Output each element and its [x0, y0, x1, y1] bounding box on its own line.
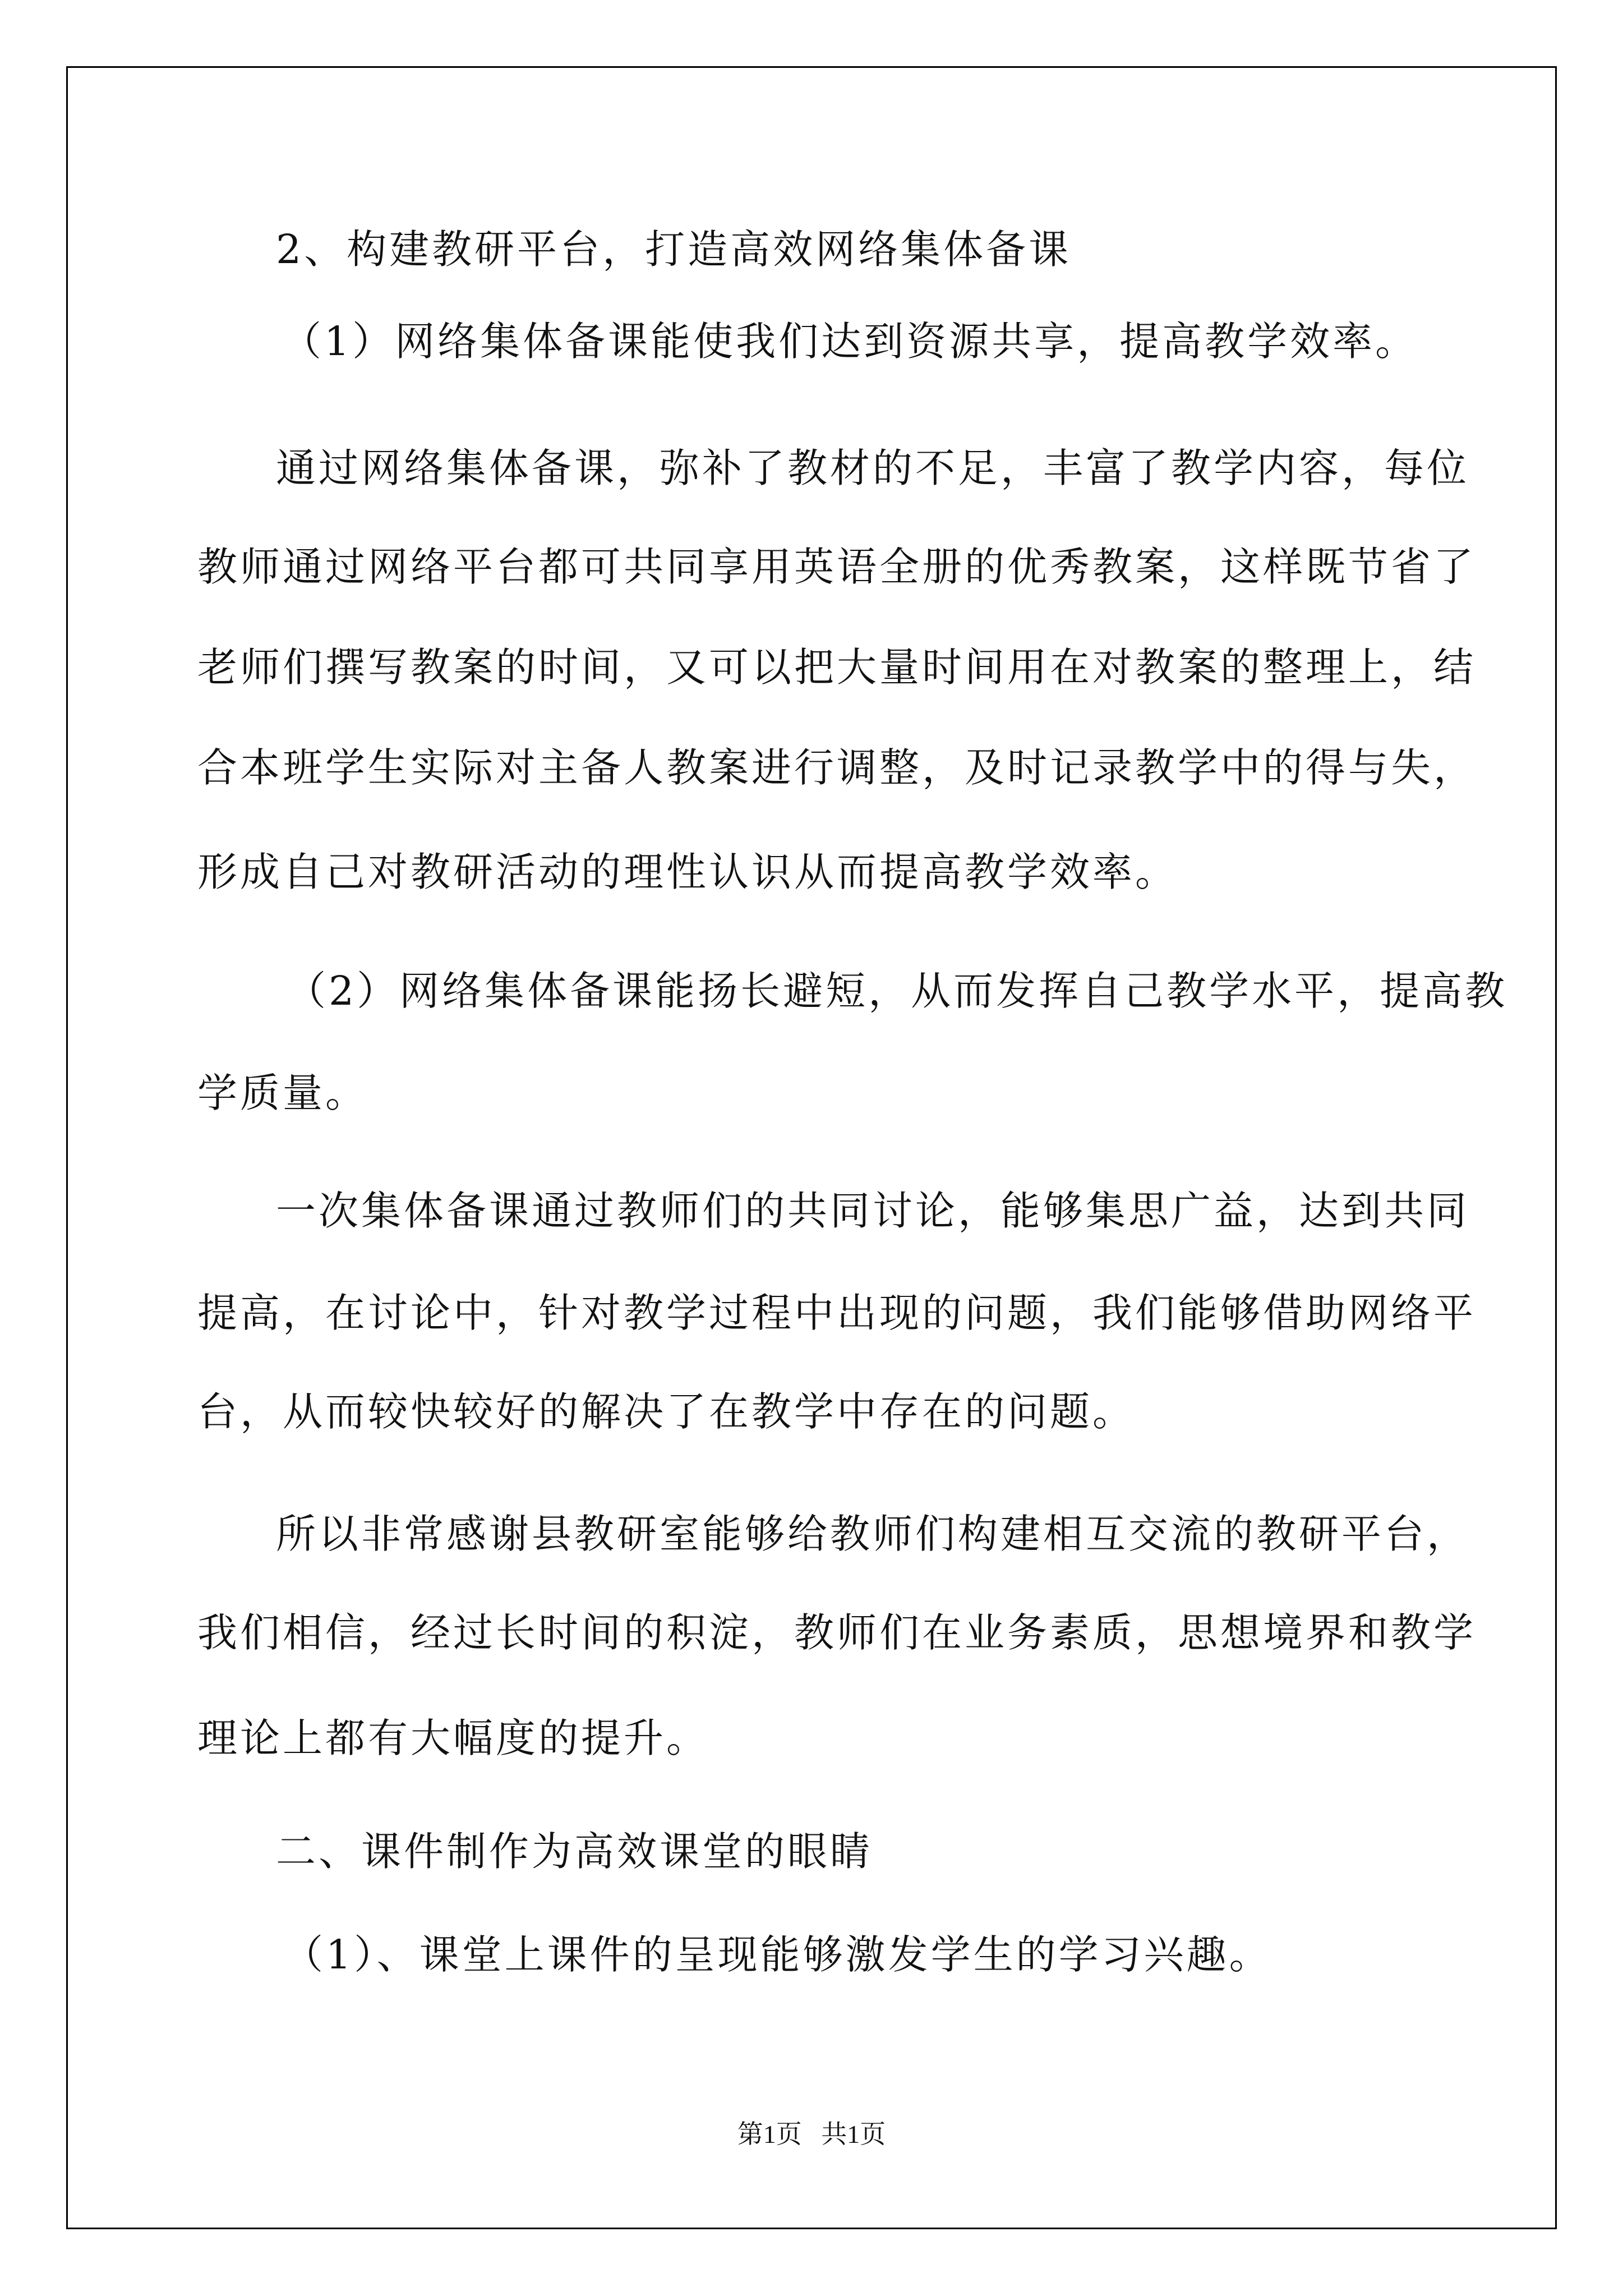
paragraph-line: 一次集体备课通过教师们的共同讨论，能够集思广益，达到共同 — [276, 1188, 1470, 1234]
paragraph-line: 通过网络集体备课，弥补了教材的不足，丰富了教学内容，每位 — [276, 445, 1470, 491]
page-border — [66, 66, 1557, 2229]
paragraph-line: 教师通过网络平台都可共同享用英语全册的优秀教案，这样既节省了 — [197, 544, 1477, 590]
paragraph-heading-platform: 2、构建教研平台，打造高效网络集体备课 — [276, 226, 1072, 273]
paragraph-subheading-courseware-1: （1）、课堂上课件的呈现能够激发学生的学习兴趣。 — [283, 1931, 1272, 1978]
paragraph-line: 学质量。 — [197, 1070, 368, 1116]
paragraph-line: 老师们撰写教案的时间，又可以把大量时间用在对教案的整理上，结 — [197, 644, 1477, 691]
paragraph-line: 所以非常感谢县教研室能够给教师们构建相互交流的教研平台， — [276, 1511, 1470, 1557]
paragraph-line: 合本班学生实际对主备人教案进行调整，及时记录教学中的得与失， — [197, 744, 1477, 791]
page-number-footer: 第1页 共1页 — [737, 2120, 886, 2148]
paragraph-subheading-1: （1）网络集体备课能使我们达到资源共享，提高教学效率。 — [282, 318, 1418, 365]
paragraph-line: 提高，在讨论中，针对教学过程中出现的问题，我们能够借助网络平 — [197, 1290, 1477, 1336]
paragraph-line: 理论上都有大幅度的提升。 — [197, 1715, 709, 1761]
paragraph-line: 形成自己对教研活动的理性认识从而提高教学效率。 — [197, 849, 1178, 895]
section-heading-courseware: 二、课件制作为高效课堂的眼睛 — [276, 1828, 873, 1875]
paragraph-line: 台，从而较快较好的解决了在教学中存在的问题。 — [197, 1388, 1136, 1435]
paragraph-line: 我们相信，经过长时间的积淀，教师们在业务素质，思想境界和教学 — [197, 1609, 1477, 1656]
paragraph-subheading-2: （2）网络集体备课能扬长避短，从而发挥自己教学水平，提高教 — [286, 968, 1508, 1014]
